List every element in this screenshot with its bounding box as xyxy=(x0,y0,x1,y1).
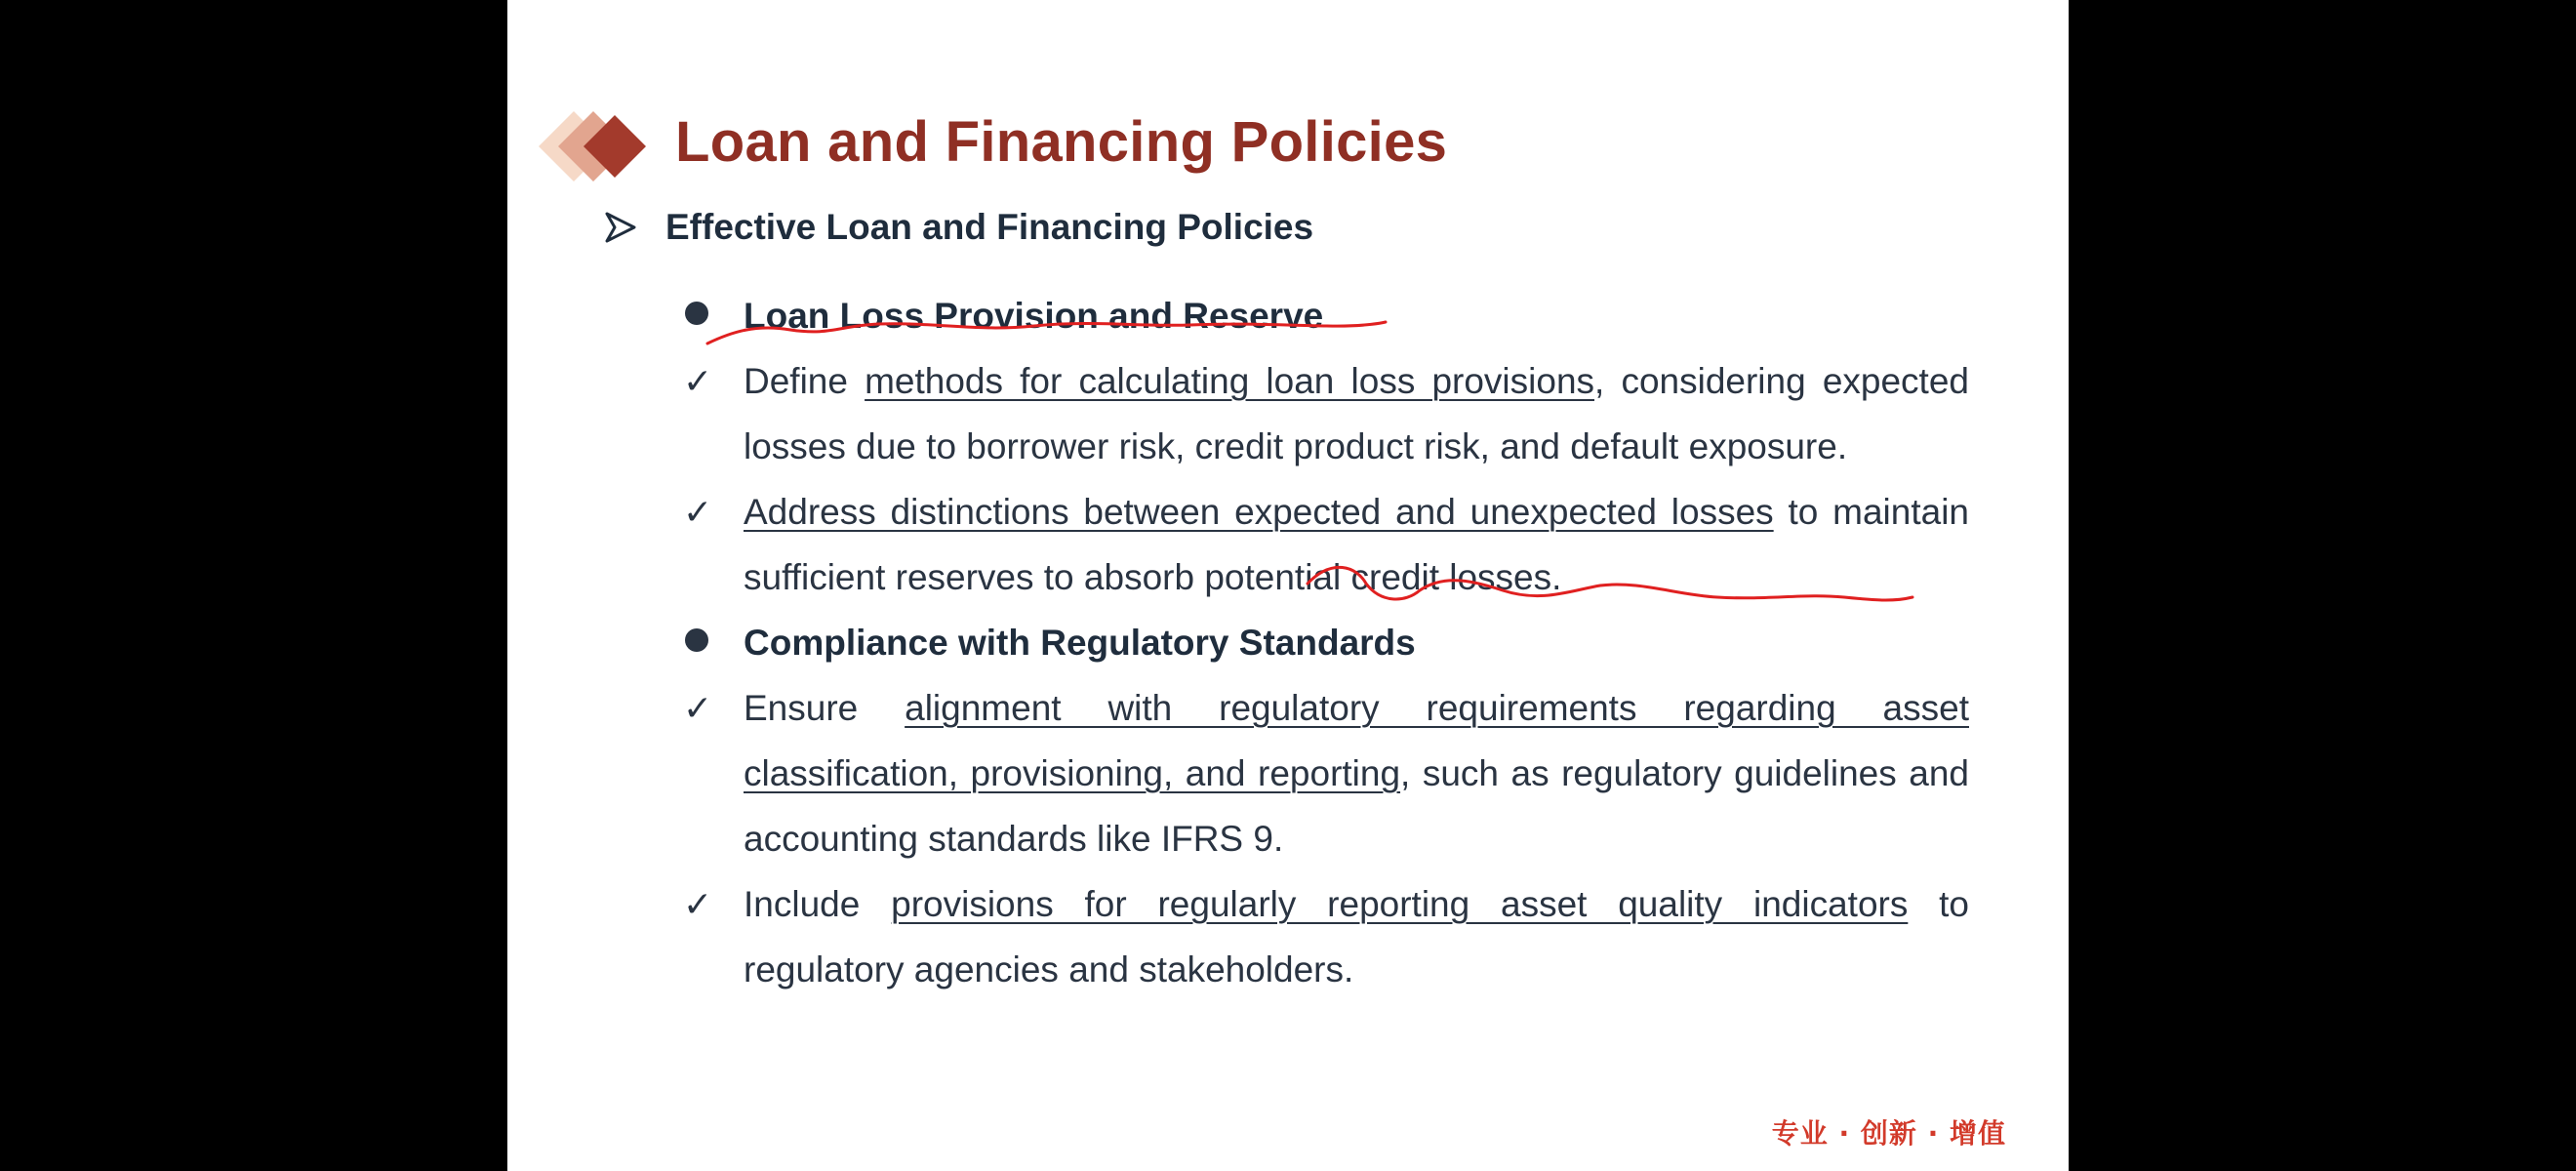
section-heading: Loan Loss Provision and Reserve xyxy=(665,283,1969,348)
point-text: , considering expected losses due to borrower risk, credit product risk, and default exposure. xyxy=(744,361,1969,466)
slide xyxy=(507,0,2069,1171)
bullet-dot-icon xyxy=(685,302,708,325)
point-text: , such as regulatory guidelines and accounting standards like IFRS 9. xyxy=(744,753,1969,859)
section-heading: Compliance with Regulatory Standards xyxy=(665,610,1969,675)
point-text: Ensure xyxy=(744,688,906,728)
underlined-phrase: methods for calculating loan loss provisions xyxy=(865,361,1595,401)
brand-slogan: 专业 · 创新 · 增值 xyxy=(1771,1117,2006,1150)
check-item xyxy=(665,479,1969,610)
page-title: Loan and Financing Policies xyxy=(675,110,1448,174)
point-text: to maintain sufficient reserves to absorb potential credit losses. xyxy=(744,492,1969,597)
checkmark-icon: ✓ xyxy=(683,361,713,401)
underlined-phrase: Address distinctions between expected and unexpected losses xyxy=(744,492,1774,532)
check-item xyxy=(665,348,1969,479)
check-item xyxy=(665,675,1969,871)
content-body xyxy=(665,283,1969,1002)
underlined-phrase: provisions for regularly reporting asset quality indicators xyxy=(891,884,1909,924)
diamond-logo-icon xyxy=(537,107,654,185)
arrow-right-icon xyxy=(601,208,640,247)
point-text: Define xyxy=(744,361,865,401)
checkmark-icon: ✓ xyxy=(683,492,713,532)
point-text: to regulatory agencies and stakeholders. xyxy=(744,884,1970,989)
point-text: Include xyxy=(744,884,892,924)
bullet-dot-icon xyxy=(685,628,708,652)
level1-item xyxy=(601,207,1313,248)
level1-label: Effective Loan and Financing Policies xyxy=(665,207,1314,247)
checkmark-icon: ✓ xyxy=(683,688,713,728)
checkmark-icon: ✓ xyxy=(683,884,713,924)
underlined-phrase: alignment with regulatory requirements regarding asset classification, provisioning, and reporting xyxy=(744,688,1969,793)
check-item xyxy=(665,871,1969,1002)
